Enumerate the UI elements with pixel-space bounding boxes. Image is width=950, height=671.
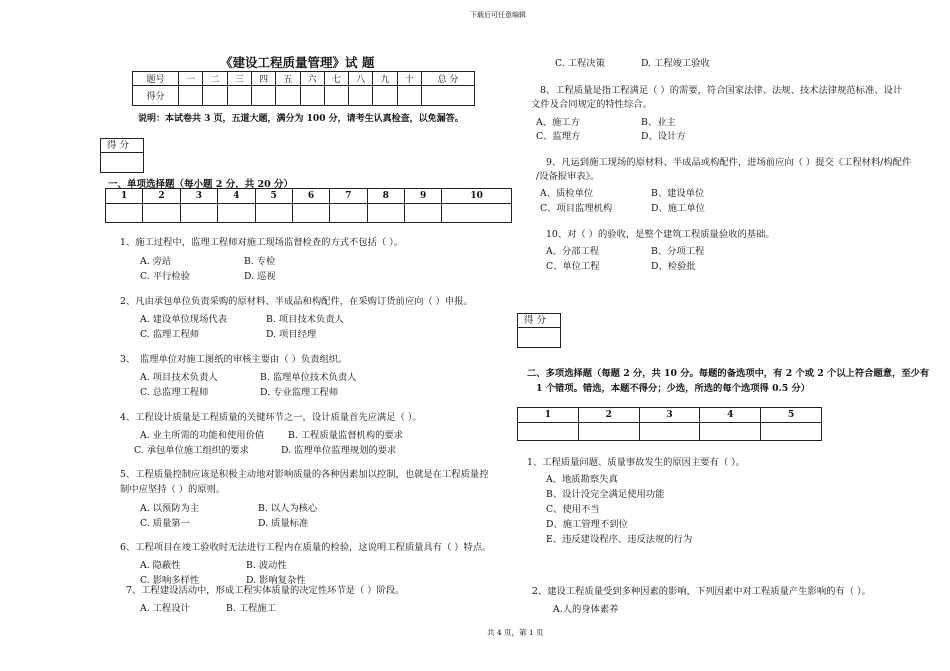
- question-1: 1、施工过程中，监理工程师对施工现场监督检查的方式不包括（ ）。: [120, 237, 404, 248]
- option[interactable]: C. 监理工程师: [140, 329, 200, 340]
- multi-question-1: 1、工程质量问题、质量事故发生的原因主要有（ ）。: [527, 457, 746, 468]
- answer-number: 4: [700, 408, 761, 423]
- score-cell: 八: [349, 72, 373, 86]
- question-9: 9、凡运到施工现场的原材料、半成品或构配件，进场前应向（ ）提交《工程材料/构配件: [546, 157, 912, 168]
- score-cell: 总 分: [421, 72, 474, 86]
- section2-heading-cont: 1 个错项。错选，本题不得分；少选，所选的每个选项得 0.5 分）: [536, 383, 811, 394]
- answer-cell[interactable]: [518, 423, 579, 441]
- section2-heading: 二、多项选择题（每题 2 分，共 10 分。每题的备选项中，有 2 个或 2 个以上符合题意，至少有: [527, 368, 930, 379]
- option[interactable]: A. 旁站: [140, 256, 172, 267]
- score-box-label: 得 分: [101, 139, 143, 153]
- score-cell: 六: [300, 72, 324, 86]
- option[interactable]: C. 平行检验: [140, 271, 190, 282]
- score-cell: 一: [179, 72, 203, 86]
- answer-number: 4: [218, 189, 255, 204]
- option[interactable]: D. 工程竣工验收: [641, 58, 710, 69]
- option[interactable]: C. 影响多样性: [140, 575, 200, 586]
- option[interactable]: B、设计没完全满足使用功能: [546, 489, 665, 500]
- option[interactable]: A、地质勘察失真: [546, 474, 618, 485]
- question-3: 3、 监理单位对施工图纸的审核主要由（ ）负责组织。: [120, 354, 348, 365]
- instructions: 说明：本试卷共 3 页，五道大题，满分为 100 分，请考生认真检查，以免漏答。: [138, 114, 464, 124]
- header-note: 下载后可任意编辑: [470, 11, 526, 19]
- option[interactable]: A. 项目技术负责人: [140, 372, 218, 383]
- score-cell: 二: [203, 72, 227, 86]
- option[interactable]: C、使用不当: [546, 504, 600, 515]
- option[interactable]: B、建设单位: [651, 188, 705, 199]
- score-input-cell[interactable]: [276, 86, 300, 106]
- answer-table: [105, 188, 512, 223]
- score-box: [100, 138, 144, 173]
- option[interactable]: D. 巡视: [244, 271, 276, 282]
- option[interactable]: C. 总监理工程师: [140, 387, 209, 398]
- option[interactable]: D. 影响复杂性: [246, 575, 306, 586]
- score-cell: 十: [397, 72, 421, 86]
- question-5: 5、工程质量控制应该是积极主动地对影响质量的各种因素加以控制，也就是在工程质量控: [120, 469, 489, 480]
- answer-number: 3: [180, 189, 217, 204]
- answer-cell[interactable]: [255, 204, 292, 223]
- answer-number: 9: [405, 189, 442, 204]
- option[interactable]: C. 质量第一: [140, 518, 190, 529]
- option[interactable]: B、分项工程: [651, 246, 705, 257]
- option[interactable]: E、违反建设程序、违反法规的行为: [546, 534, 693, 545]
- multi-answer-table: [517, 407, 822, 441]
- score-input-cell[interactable]: [349, 86, 373, 106]
- answer-number: 8: [367, 189, 404, 204]
- option[interactable]: A. 隐蔽性: [140, 560, 181, 571]
- answer-number: 2: [143, 189, 180, 204]
- answer-cell[interactable]: [106, 204, 143, 223]
- answer-number: 5: [761, 408, 822, 423]
- option[interactable]: C、单位工程: [546, 261, 600, 272]
- option[interactable]: B. 以人为核心: [258, 503, 318, 514]
- option[interactable]: D. 专业监理工程师: [260, 387, 339, 398]
- score-cell: 七: [324, 72, 348, 86]
- answer-cell[interactable]: [639, 423, 700, 441]
- score-input-cell[interactable]: [397, 86, 421, 106]
- score-box-label: 得 分: [518, 314, 560, 328]
- option[interactable]: A. 业主所需的功能和使用价值: [140, 430, 265, 441]
- score-input-cell[interactable]: [324, 86, 348, 106]
- answer-number: 7: [330, 189, 367, 204]
- score-input-cell[interactable]: [203, 86, 227, 106]
- option[interactable]: B. 监理单位技术负责人: [260, 372, 357, 383]
- answer-number: 1: [518, 408, 579, 423]
- score-input-cell[interactable]: [251, 86, 275, 106]
- option[interactable]: B. 工程质量监督机构的要求: [288, 430, 404, 441]
- question-7: 7、工程建设活动中，形成工程实体质量的决定性环节是（ ）阶段。: [126, 585, 405, 596]
- option[interactable]: C、监理方: [536, 131, 581, 142]
- answer-number: 1: [106, 189, 143, 204]
- question-8-cont: 文件及合同规定的特性综合。: [531, 99, 652, 110]
- score-cell: 四: [251, 72, 275, 86]
- option[interactable]: A. 建设单位现场代表: [140, 314, 227, 325]
- answer-cell[interactable]: [367, 204, 404, 223]
- option[interactable]: B、业主: [641, 117, 676, 128]
- page-footer: 共 4 页，第 1 页: [487, 628, 544, 637]
- score-cell: 题号: [133, 72, 179, 86]
- score-input-cell[interactable]: [421, 86, 474, 106]
- option[interactable]: A. 以预防为主: [140, 503, 200, 514]
- question-9-cont: /设备报审表》。: [536, 171, 600, 182]
- question-2: 2、凡由承包单位负责采购的原材料、半成品和构配件，在采购订货前应向（ ）申报。: [120, 296, 473, 307]
- option[interactable]: A、质检单位: [540, 188, 594, 199]
- option[interactable]: A、分部工程: [546, 246, 600, 257]
- answer-number: 5: [255, 189, 292, 204]
- answer-cell[interactable]: [578, 423, 639, 441]
- option[interactable]: B. 项目技术负责人: [266, 314, 344, 325]
- score-cell: 三: [227, 72, 251, 86]
- page-title: 《建设工程质量管理》试 题: [220, 55, 375, 70]
- option[interactable]: B. 波动性: [246, 560, 287, 571]
- option[interactable]: D. 质量标准: [258, 518, 309, 529]
- option[interactable]: B. 专检: [244, 256, 276, 267]
- option[interactable]: D. 监理单位监理规划的要求: [281, 445, 397, 456]
- score-cell: 五: [276, 72, 300, 86]
- score-cell: 九: [373, 72, 397, 86]
- answer-cell[interactable]: [218, 204, 255, 223]
- option[interactable]: C、项目监理机构: [540, 203, 613, 214]
- score-input-cell[interactable]: [373, 86, 397, 106]
- score-input-cell[interactable]: [179, 86, 203, 106]
- answer-number: 6: [292, 189, 329, 204]
- question-4: 4、工程设计质量是工程质量的关键环节之一，设计质量首先应满足（ ）。: [120, 412, 422, 423]
- answer-cell[interactable]: [700, 423, 761, 441]
- score-input-cell[interactable]: [300, 86, 324, 106]
- answer-cell[interactable]: [442, 204, 512, 223]
- option[interactable]: A. 工程设计: [140, 603, 190, 614]
- option[interactable]: D、施工管理不到位: [546, 519, 628, 530]
- question-5-cont: 制中应坚持（ ）的原则。: [120, 484, 226, 495]
- score-row-label: 得分: [133, 86, 179, 106]
- answer-cell[interactable]: [330, 204, 367, 223]
- option[interactable]: D、设计方: [641, 131, 686, 142]
- option[interactable]: D. 项目经理: [266, 329, 317, 340]
- option[interactable]: C. 承包单位施工组织的要求: [134, 445, 249, 456]
- answer-number: 10: [442, 189, 512, 204]
- answer-cell[interactable]: [143, 204, 180, 223]
- section1-heading: 一、单项选择题（每小题 2 分，共 20 分）: [108, 179, 294, 190]
- option[interactable]: A.人的身体素养: [553, 604, 619, 615]
- answer-number: 3: [639, 408, 700, 423]
- option[interactable]: A、施工方: [536, 117, 580, 128]
- option[interactable]: B. 工程施工: [226, 603, 276, 614]
- option[interactable]: D、施工单位: [651, 203, 705, 214]
- answer-cell[interactable]: [761, 423, 822, 441]
- question-8: 8、工程质量是指工程满足（ ）的需要，符合国家法律、法规、技术法律规范标准、设计: [540, 85, 903, 96]
- option[interactable]: D、检验批: [651, 261, 696, 272]
- option[interactable]: C. 工程决策: [555, 58, 605, 69]
- answer-cell[interactable]: [292, 204, 329, 223]
- score-input-cell[interactable]: [227, 86, 251, 106]
- answer-cell[interactable]: [180, 204, 217, 223]
- answer-number: 2: [578, 408, 639, 423]
- question-6: 6、工程项目在竣工验收时无法进行工程内在质量的检验，这说明工程质量具有（ ）特点。: [120, 542, 492, 553]
- multi-question-2: 2、建设工程质量受到多种因素的影响，下列因素中对工程质量产生影响的有（ ）。: [532, 586, 871, 597]
- score-table: [132, 71, 475, 106]
- question-10: 10、对（ ）的验收，是整个建筑工程质量验收的基础。: [546, 229, 775, 240]
- answer-cell[interactable]: [405, 204, 442, 223]
- score-box: [517, 313, 561, 348]
